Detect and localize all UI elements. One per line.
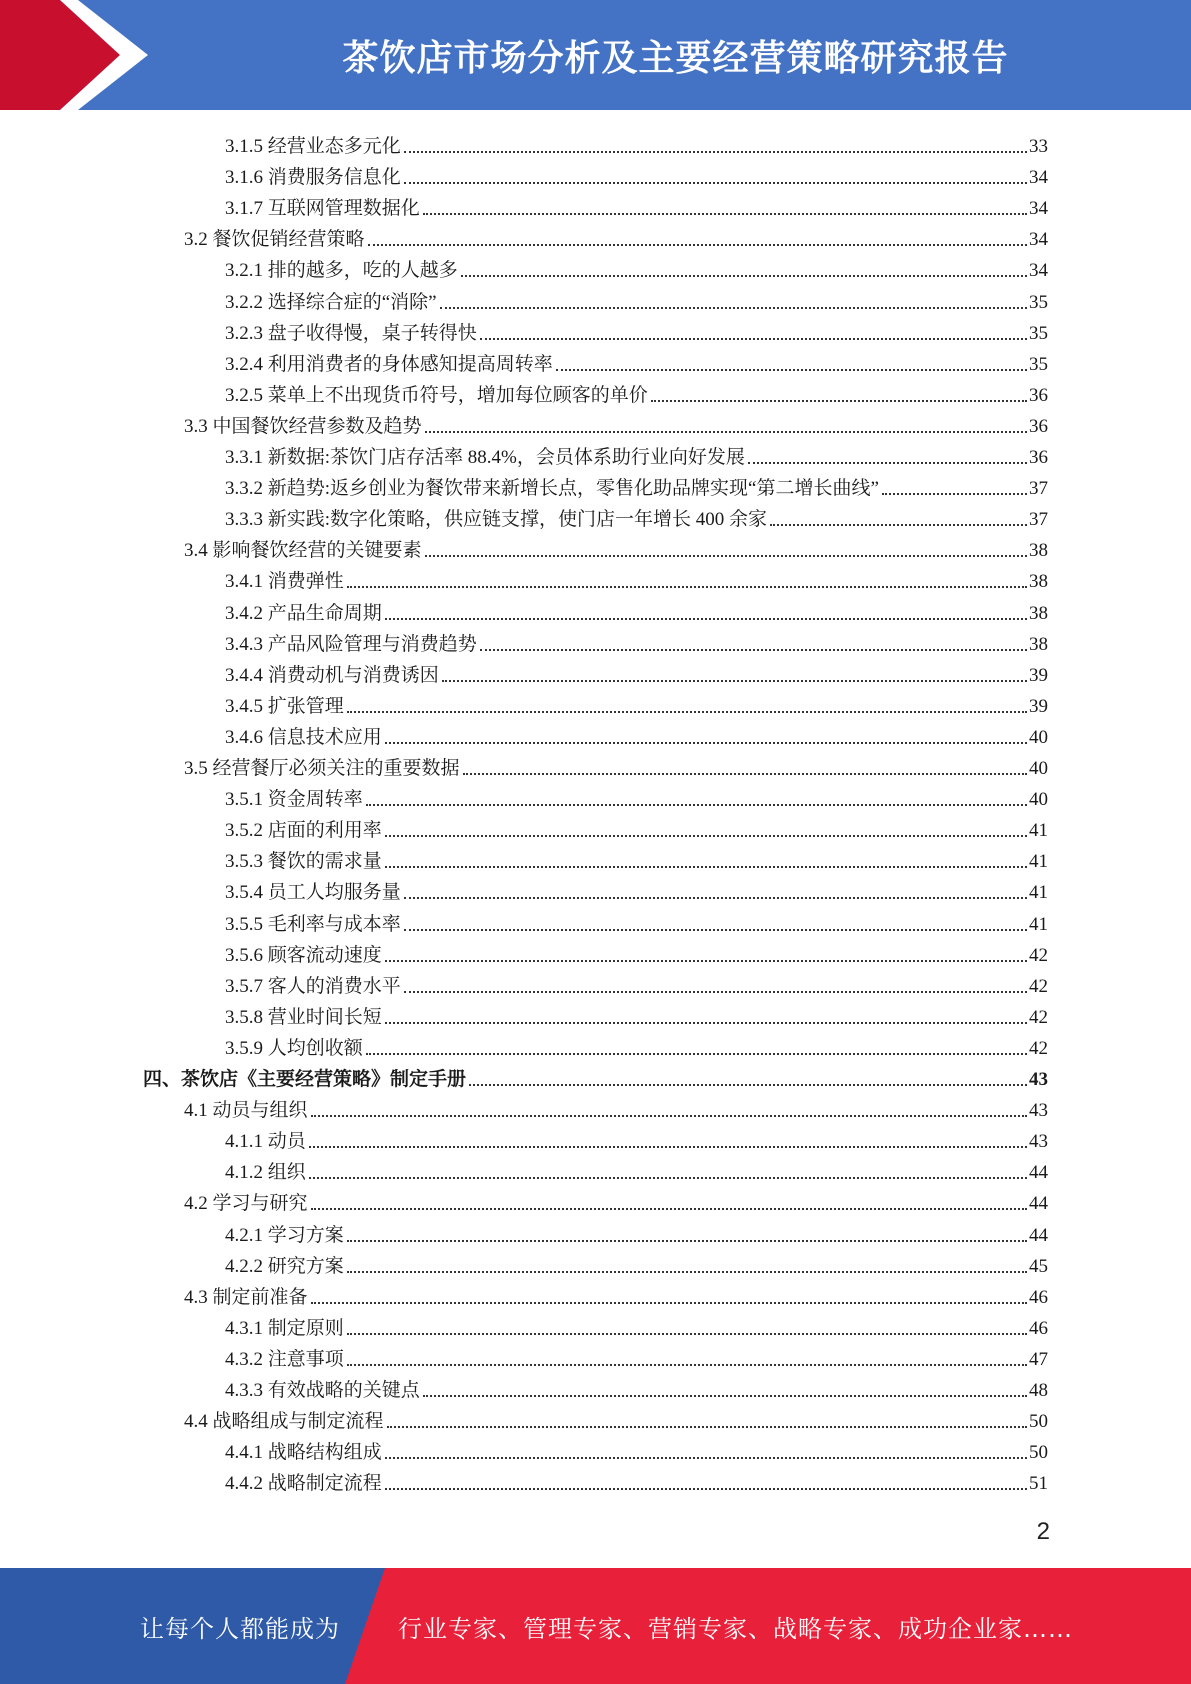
toc-dot-leader: [385, 1021, 1027, 1024]
toc-entry[interactable]: [225, 781, 1048, 812]
toc-entry-page: 37: [1029, 478, 1048, 500]
toc-dot-leader: [651, 399, 1027, 402]
toc-entry-title: 3.5.7 客人的消费水平: [225, 975, 401, 997]
toc-dot-leader: [469, 1083, 1027, 1086]
toc-dot-leader: [461, 274, 1027, 277]
toc-entry[interactable]: [225, 1434, 1048, 1465]
toc-entry-page: 45: [1029, 1255, 1048, 1277]
toc-entry[interactable]: [225, 1030, 1048, 1061]
toc-dot-leader: [385, 865, 1027, 868]
toc-entry-page: 35: [1029, 353, 1048, 375]
toc-entry-page: 36: [1029, 415, 1048, 437]
toc-dot-leader: [347, 1270, 1027, 1273]
toc-entry[interactable]: [184, 1185, 1048, 1216]
page-header: [0, 0, 1191, 110]
toc-entry-title: 3.5.8 营业时间长短: [225, 1006, 382, 1028]
toc-entry-page: 46: [1029, 1317, 1048, 1339]
toc-entry[interactable]: [225, 439, 1048, 470]
toc-entry[interactable]: [225, 968, 1048, 999]
toc-entry-page: 38: [1029, 633, 1048, 655]
toc-entry[interactable]: [225, 284, 1048, 315]
document-title: 茶饮店市场分析及主要经营策略研究报告: [342, 37, 1009, 79]
toc-entry-title: 3.5.5 毛利率与成本率: [225, 913, 401, 935]
toc-entry-title: 3.2 餐饮促销经营策略: [184, 229, 365, 251]
toc-dot-leader: [347, 1332, 1027, 1335]
toc-entry-page: 46: [1029, 1286, 1048, 1308]
toc-dot-leader: [440, 306, 1027, 309]
toc-dot-leader: [347, 1363, 1027, 1366]
toc-entry-title: 3.5.9 人均创收额: [225, 1037, 363, 1059]
toc-entry[interactable]: [225, 906, 1048, 937]
toc-dot-leader: [311, 1114, 1027, 1117]
toc-dot-leader: [347, 1239, 1027, 1242]
toc-entry[interactable]: [225, 1248, 1048, 1279]
page-number: 2: [1036, 1518, 1050, 1545]
toc-entry[interactable]: [225, 315, 1048, 346]
toc-dot-leader: [311, 1301, 1027, 1304]
toc-entry-page: 47: [1029, 1348, 1048, 1370]
toc-entry-title: 3.2.4 利用消费者的身体感知提高周转率: [225, 353, 553, 375]
toc-entry-title: 3.5.3 餐饮的需求量: [225, 851, 382, 873]
toc-entry-title: 3.2.1 排的越多，吃的人越多: [225, 260, 458, 282]
toc-entry[interactable]: [225, 252, 1048, 283]
toc-entry-title: 4.4 战略组成与制定流程: [184, 1411, 384, 1433]
toc-dot-leader: [385, 959, 1027, 962]
toc-entry-title: 3.1.6 消费服务信息化: [225, 167, 401, 189]
toc-dot-leader: [423, 1394, 1027, 1397]
toc-dot-leader: [404, 928, 1027, 931]
footer-slogan-left: 让每个人都能成为: [140, 1614, 340, 1643]
toc-entry-title: 3.4.3 产品风险管理与消费趋势: [225, 633, 477, 655]
toc-entry-page: 36: [1029, 384, 1048, 406]
toc-entry-title: 4.2 学习与研究: [184, 1193, 308, 1215]
toc-entry[interactable]: [225, 563, 1048, 594]
toc-entry-page: 35: [1029, 322, 1048, 344]
toc-entry-title: 4.2.2 研究方案: [225, 1255, 344, 1277]
toc-entry-page: 34: [1029, 198, 1048, 220]
toc-entry-title: 3.1.5 经营业态多元化: [225, 136, 401, 157]
toc-dot-leader: [385, 1487, 1027, 1490]
footer-slogan-right: 行业专家、管理专家、营销专家、战略专家、成功企业家……: [398, 1614, 1073, 1643]
toc-entry[interactable]: [225, 1341, 1048, 1372]
toc-dot-leader: [385, 617, 1027, 620]
toc-entry-page: 36: [1029, 447, 1048, 468]
toc-entry-page: 38: [1029, 571, 1048, 593]
header-arrow-decoration: [0, 0, 200, 110]
toc-dot-leader: [366, 803, 1027, 806]
toc-entry-page: 33: [1029, 136, 1048, 157]
toc-entry[interactable]: [225, 1372, 1048, 1403]
toc-entry[interactable]: [184, 1092, 1048, 1123]
toc-dot-leader: [423, 212, 1027, 215]
toc-entry[interactable]: [225, 470, 1048, 501]
toc-entry-title: 3.5.1 资金周转率: [225, 789, 363, 811]
toc-dot-leader: [311, 1207, 1027, 1210]
toc-entry[interactable]: [225, 501, 1048, 532]
toc-entry[interactable]: [225, 1465, 1048, 1496]
toc-entry[interactable]: [225, 688, 1048, 719]
toc-entry[interactable]: [225, 346, 1048, 377]
toc-entry-page: 38: [1029, 602, 1048, 624]
toc-entry-page: 43: [1029, 1069, 1048, 1090]
toc-entry[interactable]: [225, 128, 1048, 159]
toc-entry-page: 42: [1029, 1006, 1048, 1028]
toc-dot-leader: [748, 461, 1027, 464]
toc-dot-leader: [368, 243, 1027, 246]
toc-entry-title: 3.3.3 新实践:数字化策略，供应链支撑，使门店一年增长 400 余家: [225, 509, 768, 531]
toc-entry-title: 4.1 动员与组织: [184, 1100, 308, 1122]
toc-entry[interactable]: [184, 408, 1048, 439]
toc-entry-page: 44: [1029, 1224, 1048, 1246]
toc-dot-leader: [463, 772, 1027, 775]
toc-entry-title: 3.5.2 店面的利用率: [225, 820, 382, 842]
toc-entry-page: 42: [1029, 944, 1048, 966]
toc-entry-page: 34: [1029, 260, 1048, 282]
toc-entry[interactable]: [225, 595, 1048, 626]
toc-entry[interactable]: [225, 937, 1048, 968]
toc-entry[interactable]: [225, 377, 1048, 408]
toc-dot-leader: [366, 1052, 1027, 1055]
toc-entry-title: 3.5.6 顾客流动速度: [225, 944, 382, 966]
toc-entry-title: 3.4.1 消费弹性: [225, 571, 344, 593]
toc-dot-leader: [309, 1176, 1027, 1179]
toc-entry-page: 34: [1029, 229, 1048, 251]
toc-entry-page: 41: [1029, 882, 1048, 904]
toc-entry-title: 4.3 制定前准备: [184, 1286, 308, 1308]
toc-dot-leader: [385, 741, 1027, 744]
toc-entry-page: 50: [1029, 1442, 1048, 1464]
toc-entry-page: 40: [1029, 758, 1048, 779]
toc-dot-leader: [309, 1145, 1027, 1148]
toc-entry-title: 3.2.5 菜单上不出现货币符号，增加每位顾客的单价: [225, 384, 648, 406]
toc-entry[interactable]: [225, 1154, 1048, 1185]
toc-dot-leader: [404, 181, 1027, 184]
toc-entry[interactable]: [225, 1310, 1048, 1341]
toc-entry-page: 48: [1029, 1380, 1048, 1401]
toc-entry[interactable]: [225, 1123, 1048, 1154]
toc-entry[interactable]: [225, 159, 1048, 190]
toc-entry-title: 3.1.7 互联网管理数据化: [225, 198, 420, 220]
toc-entry-title: 3.3 中国餐饮经营参数及趋势: [184, 415, 422, 437]
toc-entry-title: 3.4.6 信息技术应用: [225, 726, 382, 748]
toc-entry-page: 34: [1029, 167, 1048, 189]
page-footer: [0, 1568, 1191, 1684]
toc-entry-page: 44: [1029, 1162, 1048, 1184]
toc-entry-title: 四、茶饮店《主要经营策略》制定手册: [143, 1069, 467, 1090]
toc-entry-title: 3.2.2 选择综合症的“消除”: [225, 291, 437, 313]
toc-entry[interactable]: [184, 221, 1048, 252]
toc-entry-page: 50: [1029, 1411, 1048, 1433]
toc-dot-leader: [480, 337, 1027, 340]
toc-entry-title: 4.1.2 组织: [225, 1162, 306, 1184]
toc-entry-page: 44: [1029, 1193, 1048, 1215]
toc-entry-title: 3.5 经营餐厅必须关注的重要数据: [184, 758, 460, 779]
toc-entry[interactable]: [225, 719, 1048, 750]
toc-entry[interactable]: [143, 1061, 1048, 1092]
toc-entry-page: 40: [1029, 726, 1048, 748]
toc-entry-title: 3.4.5 扩张管理: [225, 695, 344, 717]
toc-dot-leader: [882, 492, 1027, 495]
toc-entry[interactable]: [225, 626, 1048, 657]
toc-entry-page: 42: [1029, 975, 1048, 997]
toc-entry-page: 39: [1029, 664, 1048, 686]
toc-dot-leader: [425, 430, 1027, 433]
toc-entry[interactable]: [184, 1403, 1048, 1434]
toc-entry-title: 3.4.4 消费动机与消费诱因: [225, 664, 439, 686]
toc-dot-leader: [387, 1425, 1027, 1428]
toc-entry[interactable]: [184, 532, 1048, 563]
toc-entry-title: 3.2.3 盘子收得慢，桌子转得快: [225, 322, 477, 344]
toc-dot-leader: [404, 990, 1027, 993]
toc-entry-page: 39: [1029, 695, 1048, 717]
toc-entry[interactable]: [225, 874, 1048, 905]
toc-entry-title: 4.3.3 有效战略的关键点: [225, 1380, 420, 1401]
toc-entry-title: 3.3.2 新趋势:返乡创业为餐饮带来新增长点，零售化助品牌实现“第二增长曲线”: [225, 478, 879, 500]
toc-entry-title: 3.5.4 员工人均服务量: [225, 882, 401, 904]
toc-entry-title: 4.2.1 学习方案: [225, 1224, 344, 1246]
toc-entry-page: 38: [1029, 540, 1048, 562]
toc-entry[interactable]: [225, 999, 1048, 1030]
toc-dot-leader: [556, 368, 1027, 371]
toc-entry[interactable]: [184, 1279, 1048, 1310]
toc-dot-leader: [425, 554, 1027, 557]
toc-entry-page: 51: [1029, 1473, 1048, 1495]
toc-dot-leader: [404, 896, 1027, 899]
toc-entry-page: 37: [1029, 509, 1048, 531]
toc-dot-leader: [770, 523, 1027, 526]
toc-entry-title: 3.4.2 产品生命周期: [225, 602, 382, 624]
toc-entry-page: 41: [1029, 820, 1048, 842]
toc-entry[interactable]: [225, 1217, 1048, 1248]
toc-dot-leader: [347, 585, 1027, 588]
toc-entry-title: 3.3.1 新数据:茶饮门店存活率 88.4%，会员体系助行业向好发展: [225, 447, 745, 468]
toc-entry-title: 4.3.2 注意事项: [225, 1348, 344, 1370]
toc-dot-leader: [385, 834, 1027, 837]
toc-entry-title: 4.3.1 制定原则: [225, 1317, 344, 1339]
toc-entry-title: 3.4 影响餐饮经营的关键要素: [184, 540, 422, 562]
toc-entry-page: 43: [1029, 1100, 1048, 1122]
toc-entry-title: 4.4.1 战略结构组成: [225, 1442, 382, 1464]
toc-entry-page: 41: [1029, 913, 1048, 935]
toc-entry-page: 35: [1029, 291, 1048, 313]
toc-dot-leader: [480, 648, 1027, 651]
toc-entry-page: 43: [1029, 1131, 1048, 1153]
toc-dot-leader: [385, 1456, 1027, 1459]
toc-entry-page: 40: [1029, 789, 1048, 811]
toc-entry[interactable]: [225, 190, 1048, 221]
toc-dot-leader: [404, 150, 1027, 153]
toc-entry[interactable]: [225, 657, 1048, 688]
toc-entry[interactable]: [225, 843, 1048, 874]
toc-entry[interactable]: [225, 812, 1048, 843]
toc-entry-title: 4.4.2 战略制定流程: [225, 1473, 382, 1495]
toc-entry[interactable]: [184, 750, 1048, 781]
toc-dot-leader: [442, 679, 1027, 682]
toc-entry-page: 42: [1029, 1037, 1048, 1059]
toc-entry-page: 41: [1029, 851, 1048, 873]
toc-entry-title: 4.1.1 动员: [225, 1131, 306, 1153]
toc-dot-leader: [347, 710, 1027, 713]
